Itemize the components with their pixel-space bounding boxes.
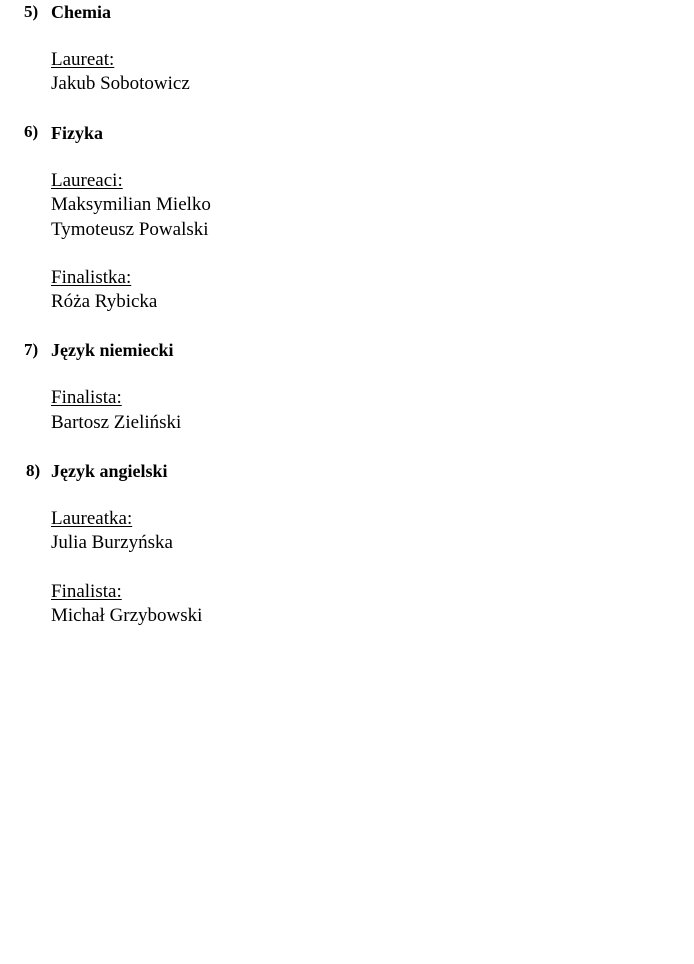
section-subject-fizyka: Fizyka <box>51 123 103 143</box>
person-name: Maksymilian Mielko <box>51 194 211 215</box>
section-subject-jezyk-angielski: Język angielski <box>51 461 168 481</box>
person-name: Michał Grzybowski <box>51 605 203 626</box>
role-label: Finalista: <box>51 581 122 602</box>
role-label: Laureaci: <box>51 170 123 191</box>
person-name: Tymoteusz Powalski <box>51 219 209 240</box>
role-label: Finalista: <box>51 387 122 408</box>
role-label: Finalistka: <box>51 267 132 288</box>
section-number: 6) <box>24 122 39 141</box>
section-subject-chemia: Chemia <box>51 2 111 22</box>
person-name: Julia Burzyńska <box>51 532 173 553</box>
section-subject-jezyk-niemiecki: Język niemiecki <box>51 340 174 360</box>
person-name: Bartosz Zieliński <box>51 412 182 433</box>
section-number: 5) <box>24 2 39 21</box>
person-name: Róża Rybicka <box>51 291 158 312</box>
role-label: Laureat: <box>51 49 115 70</box>
role-label: Laureatka: <box>51 508 133 529</box>
person-name: Jakub Sobotowicz <box>51 73 190 94</box>
section-number: 8) <box>26 461 41 480</box>
section-number: 7) <box>24 340 39 359</box>
